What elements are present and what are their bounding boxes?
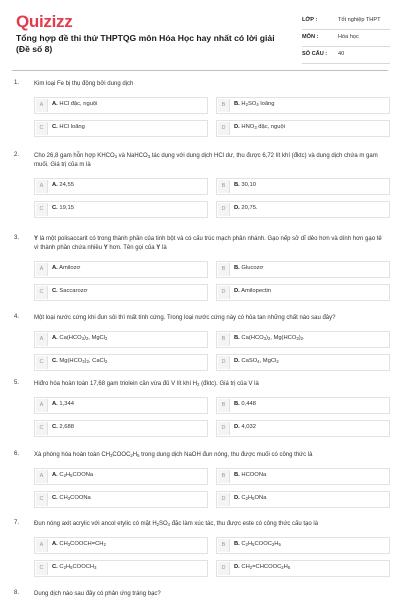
answer-option-a[interactable] (34, 537, 208, 554)
question-item (0, 514, 400, 583)
question-number: 4. (14, 314, 20, 320)
answer-option-b[interactable] (216, 97, 390, 114)
worksheet-header (0, 0, 400, 70)
option-row (34, 354, 384, 371)
page-title: Tổng hợp đề thi thử THPTQG môn Hóa Học hay nhất có lời giải (Đề số 8) (16, 33, 275, 54)
option-row (34, 261, 384, 278)
question-text: Y là một polisaccarit có trong thành phần của tinh bột và có cấu trúc mạch phân nhánh. Gạo nếp sở dĩ dẻo hơn và dính hơn gạo tẻ vì thành phần chứa nhiều Y hơn. Tên gọi của Y là (34, 236, 382, 251)
meta-row-question-count (302, 47, 390, 64)
question-number: 6. (14, 451, 20, 457)
answer-option-b[interactable] (216, 178, 390, 195)
option-letter-badge: B (218, 263, 230, 276)
option-text: D. CaSO$_4$, MgCl$_2$ (234, 358, 279, 364)
option-letter-badge: A (36, 99, 48, 112)
option-text: A. $CH_3COOCH=CH_2$ (52, 541, 106, 547)
option-letter-badge: C (36, 122, 48, 135)
option-text: B. Glucozơ (234, 265, 264, 271)
option-text: D. $CH_2=CHCOOC_2H_5$ (234, 564, 291, 570)
option-text: D. Amilopectin (234, 288, 272, 294)
option-text: C. $C_2H_5COOCH_3$ (52, 564, 97, 570)
meta-label: SỐ CÂU : (302, 51, 328, 57)
question-item (0, 229, 400, 307)
quizizz-logo: Quizizz (16, 12, 73, 31)
answer-option-c[interactable] (34, 491, 208, 508)
option-letter-badge: B (218, 539, 230, 552)
answer-options (34, 397, 384, 437)
option-letter-badge: A (36, 539, 48, 552)
meta-table (302, 13, 390, 64)
option-row (34, 468, 384, 485)
option-row (34, 397, 384, 414)
header-divider (12, 70, 388, 71)
option-letter-badge: D (218, 356, 230, 369)
question-number: 3. (14, 235, 20, 241)
question-item (0, 584, 400, 599)
option-row (34, 560, 384, 577)
meta-label: MÔN : (302, 34, 319, 40)
answer-option-a[interactable] (34, 397, 208, 414)
option-text: B. $C_2H_5COOC_2H_5$ (234, 541, 281, 547)
answer-option-d[interactable] (216, 120, 390, 137)
option-letter-badge: C (36, 493, 48, 506)
answer-option-a[interactable] (34, 468, 208, 485)
answer-option-c[interactable] (34, 560, 208, 577)
meta-value: 40 (338, 51, 345, 57)
option-letter-badge: B (218, 333, 230, 346)
option-text: B. 0,448 (234, 401, 256, 407)
option-letter-badge: D (218, 422, 230, 435)
option-text: B. HCOONa (234, 472, 267, 478)
option-letter-badge: A (36, 333, 48, 346)
answer-option-a[interactable] (34, 178, 208, 195)
option-letter-badge: C (36, 356, 48, 369)
option-letter-badge: C (36, 203, 48, 216)
option-letter-badge: A (36, 180, 48, 193)
question-number: 7. (14, 520, 20, 526)
question-text: Một loại nước cứng khi đun sôi thì mất tính cứng. Trong loại nước cứng này có hòa tan những chất nào sau đây? (34, 315, 336, 321)
option-text: C. 2,688 (52, 424, 74, 430)
meta-value: Tốt nghiệp THPT (338, 17, 381, 23)
option-row (34, 178, 384, 195)
option-letter-badge: B (218, 99, 230, 112)
option-letter-badge: A (36, 263, 48, 276)
option-letter-badge: D (218, 122, 230, 135)
meta-value: Hóa học (338, 34, 359, 40)
option-letter-badge: D (218, 286, 230, 299)
answer-option-b[interactable] (216, 331, 390, 348)
option-text: A. 1,344 (52, 401, 74, 407)
option-text: A. 24,55 (52, 182, 74, 188)
option-row (34, 331, 384, 348)
option-letter-badge: A (36, 399, 48, 412)
answer-options (34, 261, 384, 301)
answer-option-c[interactable] (34, 120, 208, 137)
question-item (0, 445, 400, 514)
answer-option-c[interactable] (34, 420, 208, 437)
question-text: Cho 26,8 gam hỗn hợp $KHCO_3$ và NaHCO$_3$ tác dụng với dung dịch HCl dư, thu được 6,72 lít khí (đktc) và dung dịch chứa m gam muối. Giá trị của m là (34, 153, 378, 168)
option-text: C. $CH_3COONa$ (52, 495, 91, 501)
option-text: A. $Ca(HCO_3)_2$, MgCl$_2$ (52, 335, 108, 341)
meta-row-subject (302, 30, 390, 47)
answer-option-a[interactable] (34, 97, 208, 114)
option-text: A. HCl đặc, nguội (52, 101, 98, 107)
question-item (0, 74, 400, 143)
option-text: C. 19,15 (52, 205, 74, 211)
answer-option-a[interactable] (34, 331, 208, 348)
option-row (34, 420, 384, 437)
option-text: C. Saccarozơ (52, 288, 88, 294)
answer-option-d[interactable] (216, 491, 390, 508)
answer-option-d[interactable] (216, 420, 390, 437)
option-letter-badge: A (36, 470, 48, 483)
answer-option-a[interactable] (34, 261, 208, 278)
question-text: Xà phòng hóa hoàn toàn $CH_3COOC_2H_5$ trong dung dịch NaOH đun nóng, thu được muối có công thức là (34, 452, 313, 458)
question-text: Dung dịch nào sau đây có phản ứng tráng bạc? (34, 591, 161, 597)
meta-label: LỚP : (302, 17, 318, 23)
question-number: 8. (14, 590, 20, 596)
option-text: B. 30,10 (234, 182, 256, 188)
option-row (34, 537, 384, 554)
answer-option-b[interactable] (216, 397, 390, 414)
answer-option-d[interactable] (216, 354, 390, 371)
option-text: B. $H_2SO_4$ loãng (234, 101, 275, 107)
answer-option-b[interactable] (216, 537, 390, 554)
option-text: C. $Mg(HCO_3)_2$, CaCl$_2$ (52, 358, 108, 364)
option-row (34, 120, 384, 137)
option-letter-badge: C (36, 422, 48, 435)
meta-row-class (302, 13, 390, 30)
option-row (34, 491, 384, 508)
answer-options (34, 178, 384, 218)
answer-option-b[interactable] (216, 468, 390, 485)
answer-options (34, 537, 384, 577)
answer-option-c[interactable] (34, 201, 208, 218)
option-letter-badge: B (218, 470, 230, 483)
option-text: C. HCl loãng (52, 124, 85, 130)
answer-option-c[interactable] (34, 354, 208, 371)
answer-option-c[interactable] (34, 284, 208, 301)
answer-option-d[interactable] (216, 201, 390, 218)
question-item (0, 308, 400, 377)
option-text: A. $C_2H_5COONa$ (52, 472, 94, 478)
answer-options (34, 331, 384, 371)
option-text: D. 4,032 (234, 424, 256, 430)
answer-options (34, 468, 384, 508)
question-number: 1. (14, 80, 20, 86)
question-text: Đun nóng axit acrylic với ancol etylic có mặt $H_2SO_4$ đặc làm xúc tác, thu được este có công thức cấu tạo là (34, 521, 319, 527)
option-letter-badge: B (218, 399, 230, 412)
answer-option-b[interactable] (216, 261, 390, 278)
answer-option-d[interactable] (216, 560, 390, 577)
question-text: Hiđro hóa hoàn toàn 17,68 gam triolein cần vừa đủ V lít khí $H_2$ (đktc). Giá trị của V là (34, 381, 259, 387)
option-text: D. $HNO_3$ đặc, nguội (234, 124, 286, 130)
option-letter-badge: C (36, 286, 48, 299)
answer-option-d[interactable] (216, 284, 390, 301)
option-letter-badge: B (218, 180, 230, 193)
question-text: Kim loại Fe bị thụ động bởi dung dịch (34, 81, 134, 87)
question-item (0, 374, 400, 443)
option-row (34, 97, 384, 114)
question-item (0, 146, 400, 224)
option-text: A. Amilozơ (52, 265, 81, 271)
option-letter-badge: D (218, 203, 230, 216)
option-letter-badge: C (36, 562, 48, 575)
option-text: D. 20,75. (234, 205, 258, 211)
option-text: B. $Ca(HCO_3)_2$, $Mg(HCO_3)_2$. (234, 335, 305, 341)
option-row (34, 201, 384, 218)
option-text: D. $C_2H_5ONa$ (234, 495, 267, 501)
answer-options (34, 97, 384, 137)
question-number: 2. (14, 152, 20, 158)
option-row (34, 284, 384, 301)
question-number: 5. (14, 380, 20, 386)
option-letter-badge: D (218, 562, 230, 575)
option-letter-badge: D (218, 493, 230, 506)
